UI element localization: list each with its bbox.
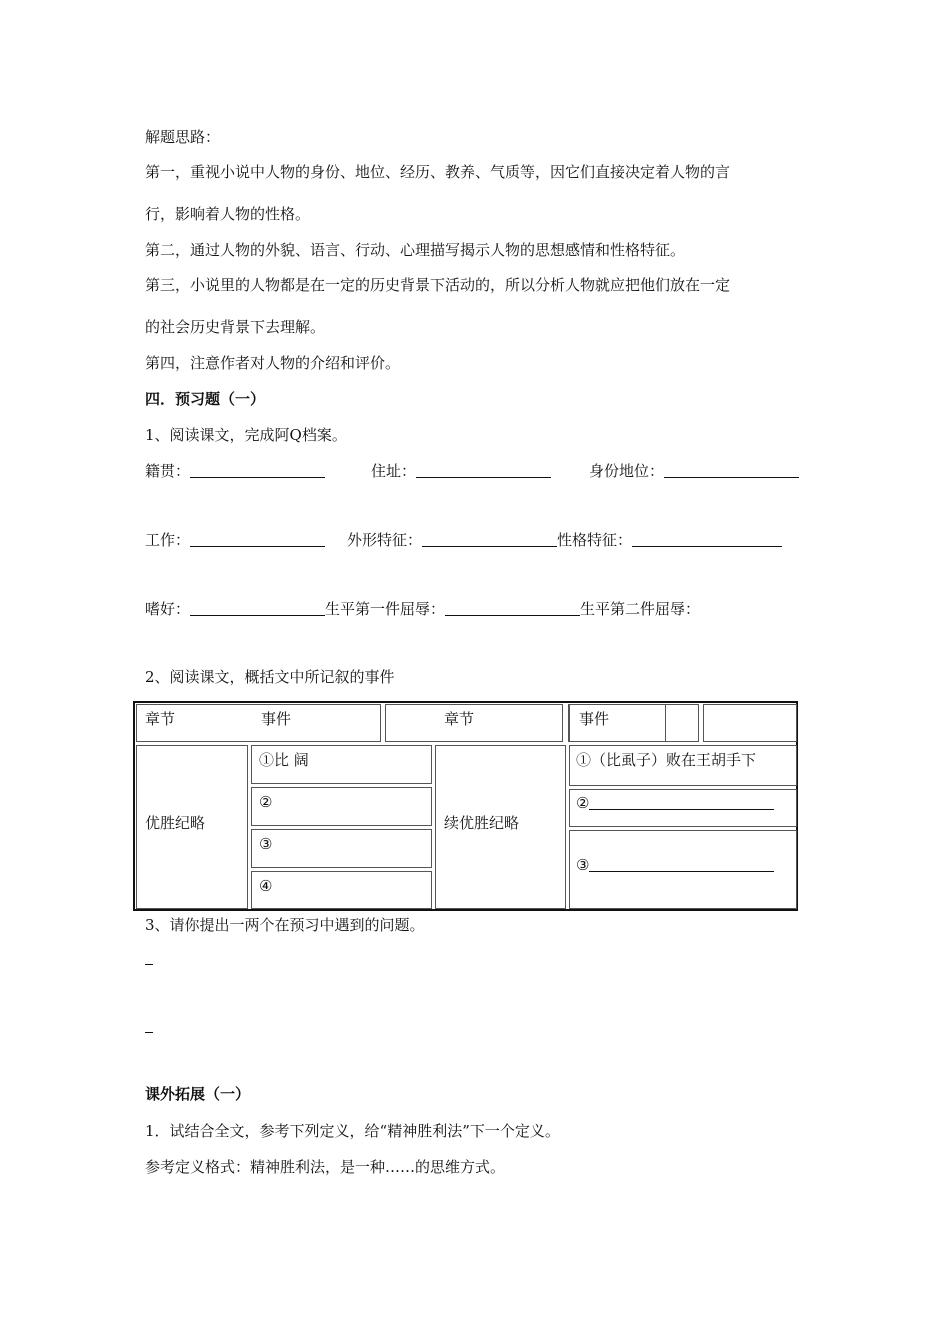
field-label: 籍贯：	[145, 462, 191, 480]
header-event: 事件	[579, 710, 610, 728]
field-label: 生平第一件屈辱：	[325, 600, 446, 618]
paragraph-first-b: 行，影响着人物的性格。	[145, 205, 311, 223]
paragraph-first-a: 第一，重视小说中人物的身份、地位、经历、教养、气质等，因它们直接决定着人物的言	[145, 163, 731, 181]
event-right-3[interactable]	[576, 855, 774, 875]
blank-line[interactable]	[190, 462, 325, 478]
event-left-4: ④	[259, 877, 273, 895]
chapter-left: 优胜纪略	[145, 814, 206, 832]
blank-line[interactable]	[416, 462, 551, 478]
paragraph-third-a: 第三，小说里的人物都是在一定的历史背景下活动的，所以分析人物就应把他们放在一定	[145, 276, 731, 294]
event-right-2[interactable]	[576, 793, 774, 813]
blank-line[interactable]	[664, 462, 799, 478]
blank-line[interactable]	[190, 531, 325, 547]
header-event: 事件	[261, 710, 292, 728]
event-left-1: ①比 阔	[259, 751, 309, 769]
chapter-right: 续优胜纪略	[444, 814, 520, 832]
paragraph-second: 第二，通过人物的外貌、语言、行动、心理描写揭示人物的思想感情和性格特征。	[145, 241, 686, 259]
event-number: ③	[576, 856, 590, 874]
event-left-2: ②	[259, 793, 273, 811]
header-chapter: 章节	[444, 710, 475, 728]
event-number: ②	[576, 794, 590, 812]
field-appearance[interactable]	[347, 530, 782, 550]
blank-line[interactable]	[589, 856, 774, 872]
field-address[interactable]	[371, 461, 551, 481]
field-label: 身份地位：	[589, 462, 665, 480]
blank-line[interactable]	[445, 600, 580, 616]
heading-solution-approach: 解题思路：	[145, 128, 221, 146]
question-2: 2、阅读课文，概括文中所记叙的事件	[145, 668, 395, 686]
events-table	[133, 701, 798, 911]
field-label: 嗜好：	[145, 600, 191, 618]
answer-line[interactable]	[145, 964, 153, 965]
field-work[interactable]	[145, 530, 325, 550]
blank-line[interactable]	[422, 531, 557, 547]
event-right-1: ①（比虱子）败在王胡手下	[576, 751, 757, 769]
field-status[interactable]	[589, 461, 799, 481]
blank-line[interactable]	[190, 600, 325, 616]
field-label: 住址：	[371, 462, 417, 480]
event-cell[interactable]	[251, 829, 432, 868]
paragraph-third-b: 的社会历史背景下去理解。	[145, 318, 326, 336]
field-label: 性格特征：	[557, 531, 633, 549]
section4-title: 四．预习题（一）	[145, 390, 266, 408]
blank-line[interactable]	[632, 531, 782, 547]
question-1: 1、阅读课文，完成阿Q档案。	[145, 426, 347, 444]
field-native-place[interactable]	[145, 461, 325, 481]
blank-line[interactable]	[589, 794, 774, 810]
extension-title: 课外拓展（一）	[145, 1085, 251, 1103]
answer-line[interactable]	[145, 1032, 153, 1033]
event-cell[interactable]	[251, 787, 432, 826]
paragraph-fourth: 第四，注意作者对人物的介绍和评价。	[145, 354, 401, 372]
header-chapter: 章节	[145, 710, 176, 728]
field-label: 生平第二件屈辱：	[580, 600, 701, 618]
question-3: 3、请你提出一两个在预习中遇到的问题。	[145, 916, 425, 934]
field-label: 工作：	[145, 531, 191, 549]
event-left-3: ③	[259, 835, 273, 853]
extension-format: 参考定义格式：精神胜利法，是一种……的思维方式。	[145, 1158, 506, 1176]
event-cell[interactable]	[251, 871, 432, 909]
field-hobby[interactable]	[145, 599, 700, 619]
extension-question-1: 1．试结合全文，参考下列定义，给“精神胜利法”下一个定义。	[145, 1122, 560, 1140]
header-cell	[703, 704, 797, 742]
field-label: 外形特征：	[347, 531, 423, 549]
